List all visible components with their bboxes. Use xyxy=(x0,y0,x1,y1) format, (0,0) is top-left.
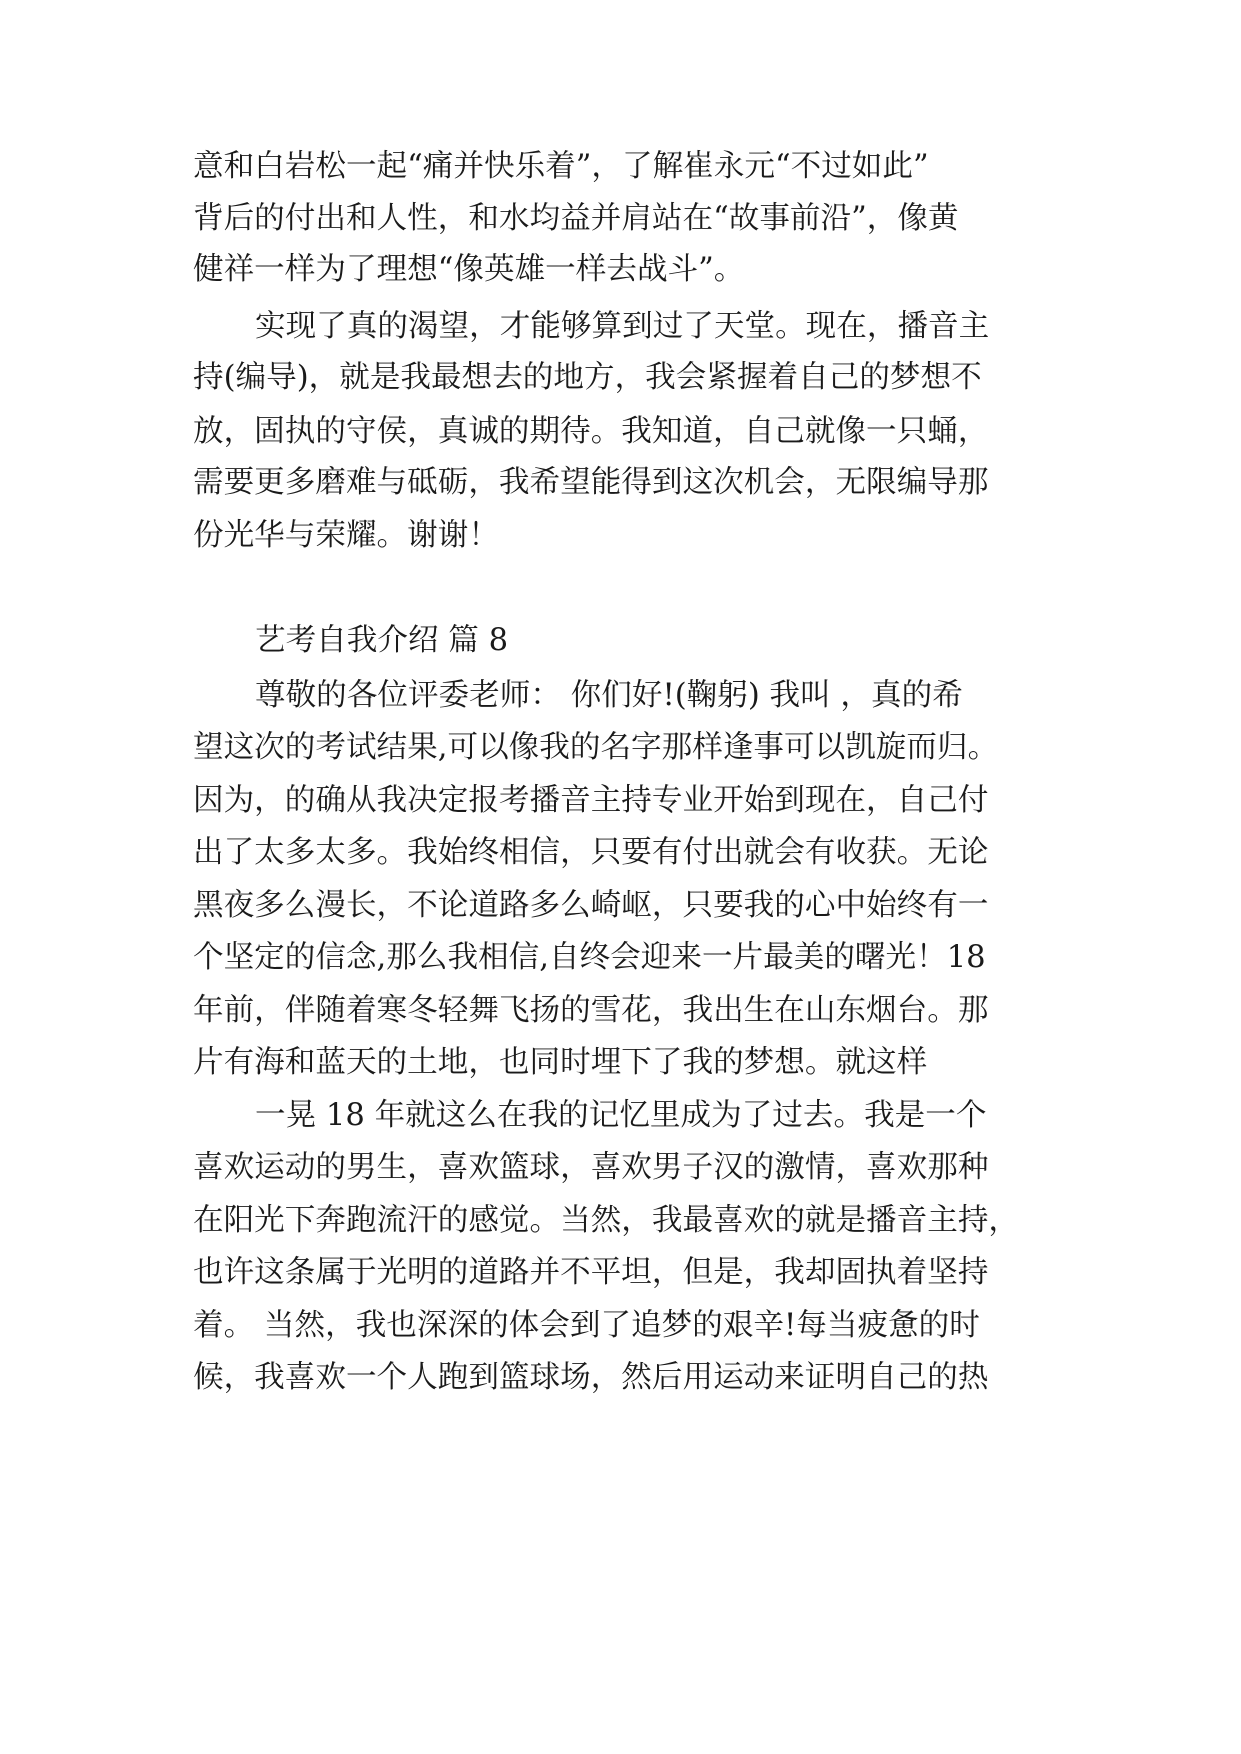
text-line: 意和白岩松一起“痛并快乐着”，了解崔永元“不过如此” xyxy=(193,149,929,184)
text-line: 喜欢运动的男生，喜欢篮球，喜欢男子汉的激情，喜欢那种 xyxy=(193,1150,989,1185)
text-line: 实现了真的渴望，才能够算到过了天堂。现在，播音主 xyxy=(255,309,990,344)
text-line: 个坚定的信念,那么我相信,自终会迎来一片最美的曙光！18 xyxy=(193,940,986,975)
text-line: 候，我喜欢一个人跑到篮球场，然后用运动来证明自己的热 xyxy=(193,1360,989,1395)
text-line: 一晃 18 年就这么在我的记忆里成为了过去。我是一个 xyxy=(255,1098,987,1133)
text-line: 望这次的考试结果,可以像我的名字那样逢事可以凯旋而归。 xyxy=(193,730,999,765)
text-line: 也许这条属于光明的道路并不平坦，但是，我却固执着坚持 xyxy=(193,1255,989,1290)
text-line: 着。 当然，我也深深的体会到了追梦的艰辛!每当疲惫的时 xyxy=(193,1308,980,1343)
text-line: 年前，伴随着寒冬轻舞飞扬的雪花，我出生在山东烟台。那 xyxy=(193,993,989,1028)
text-line: 健祥一样为了理想“像英雄一样去战斗”。 xyxy=(193,252,745,287)
text-line: 份光华与荣耀。谢谢！ xyxy=(193,518,499,553)
text-line: 放，固执的守侯，真诚的期待。我知道，自己就像一只蛹， xyxy=(193,414,989,449)
text-line: 因为，的确从我决定报考播音主持专业开始到现在，自己付 xyxy=(193,783,989,818)
text-line: 在阳光下奔跑流汗的感觉。当然，我最喜欢的就是播音主持， xyxy=(193,1203,1020,1238)
text-line: 需要更多磨难与砥砺，我希望能得到这次机会，无限编导那 xyxy=(193,465,989,500)
text-line: 出了太多太多。我始终相信，只要有付出就会有收获。无论 xyxy=(193,835,989,870)
text-line: 持(编导)，就是我最想去的地方，我会紧握着自己的梦想不 xyxy=(193,360,982,395)
text-line: 背后的付出和人性，和水均益并肩站在“故事前沿”，像黄 xyxy=(193,201,959,236)
text-line: 尊敬的各位评委老师： 你们好!(鞠躬) 我叫 ，真的希 xyxy=(255,678,963,713)
text-line: 黑夜多么漫长，不论道路多么崎岖，只要我的心中始终有一 xyxy=(193,888,989,923)
text-line: 片有海和蓝天的土地，也同时埋下了我的梦想。就这样 xyxy=(193,1045,928,1080)
section-heading: 艺考自我介绍 篇 8 xyxy=(255,623,509,658)
